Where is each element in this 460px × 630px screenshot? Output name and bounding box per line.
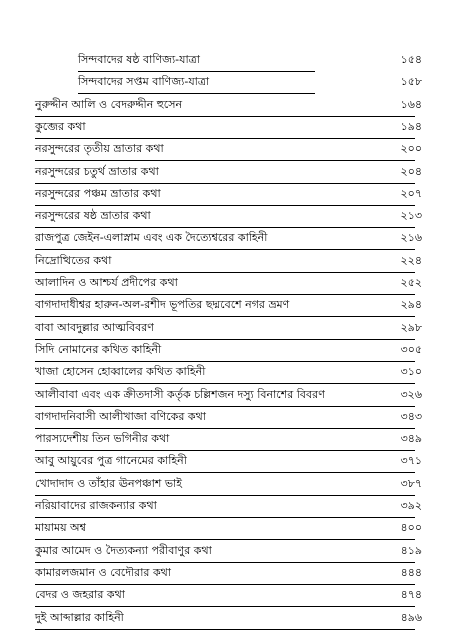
toc-entry — [0, 273, 460, 295]
toc-entry — [0, 608, 460, 630]
toc-entry-title: আলাদিন ও আশ্চর্য প্রদীপের কথা — [35, 276, 178, 289]
toc-entry-title: নিদ্রোত্থিতের কথা — [35, 253, 112, 267]
toc-entry — [0, 407, 460, 429]
toc-entry — [0, 251, 460, 273]
toc-entry-title: কুমার আমেদ ও দৈত্যকন্যা পরীবাণুর কথা — [35, 543, 212, 557]
toc-entry-title: পারস্যদেশীয় তিন ভগিনীর কথা — [35, 432, 170, 446]
toc-entry-page-number: ৪৭৪ — [400, 588, 422, 602]
toc-entry — [0, 184, 460, 206]
toc-entry-page-number: ৩৪৯ — [400, 432, 422, 446]
toc-entry-title: কামারলজমান ও বেদৌরার কথা — [35, 565, 171, 579]
toc-entry — [0, 162, 460, 184]
toc-entry — [0, 563, 460, 585]
toc-entry-title: মায়াময় অশ্ব — [35, 521, 86, 535]
toc-entry-title: সিন্দবাদের ষষ্ঠ বাণিজ্য-যাত্রা — [78, 53, 200, 66]
toc-entry-page-number: ১৫৪ — [400, 53, 422, 66]
toc-entry-title: নরসুন্দরের চতুর্থ ভ্রাতার কথা — [35, 164, 159, 178]
toc-entry — [0, 206, 460, 228]
toc-entry-page-number: ৪৯৬ — [400, 610, 422, 624]
toc-entry-title: বাবা আবদুল্লার আত্মবিবরণ — [35, 320, 154, 334]
toc-entry-page-number: ২৫২ — [400, 276, 422, 289]
toc-entry-title: আলীবাবা এবং এক ক্রীতদাসী কর্তৃক চল্লিশজন দস্যু বিনাশের বিবরণ — [35, 387, 325, 401]
toc-entry — [0, 474, 460, 496]
toc-entry — [0, 117, 460, 139]
toc-entry — [0, 340, 460, 362]
toc-entry-title: খোদাদাদ ও তাঁহার ঊনপঞ্চাশ ভাই — [35, 476, 182, 490]
toc-entry-title: কুব্জের কথা — [35, 119, 86, 133]
toc-entry-title: বেদর ও জহরার কথা — [35, 588, 125, 602]
toc-entry — [0, 541, 460, 563]
toc-entry — [0, 139, 460, 161]
toc-entry-page-number: ২১৬ — [400, 231, 422, 245]
toc-entry — [0, 451, 460, 473]
toc-entry-title: আবু আয়ুবের পুত্র গানেমের কাহিনী — [35, 454, 187, 468]
toc-entry-title: নরসুন্দরের তৃতীয় ভ্রাতার কথা — [35, 142, 164, 156]
toc-entry-page-number: ৩৯২ — [400, 499, 422, 512]
toc-entry-page-number: ২০৭ — [400, 186, 422, 200]
toc-entry-title: বাগদাদাধীশ্বর হারুন-অল-রশীদ ভূপতির ছদ্মবেশে নগর ভ্রমণ — [35, 298, 290, 312]
toc-entry-page-number: ৩৮৭ — [400, 476, 422, 490]
toc-entry — [0, 50, 460, 72]
toc-entry — [0, 585, 460, 607]
toc-entry — [0, 95, 460, 117]
toc-entry — [0, 496, 460, 518]
toc-entry-page-number: ৩১০ — [400, 365, 422, 379]
toc-entry-page-number: ১৬৪ — [400, 97, 422, 111]
toc-entry — [0, 318, 460, 340]
toc-entry-page-number: ২১৩ — [400, 209, 422, 223]
toc-entry-page-number: ১৫৮ — [400, 75, 422, 89]
toc-entry-title: নরিয়াবাদের রাজকন্যার কথা — [35, 499, 157, 512]
toc-entry-page-number: ২৯৪ — [400, 298, 422, 312]
toc-entry-page-number: ৩২৬ — [400, 387, 422, 401]
toc-entry-page-number: ৪১৯ — [400, 543, 422, 557]
toc-entry — [0, 295, 460, 317]
toc-entry-page-number: ৩৪৩ — [400, 409, 422, 423]
toc-entry — [0, 72, 460, 94]
toc-entry-title: নরসুন্দরের ষষ্ঠ ভ্রাতার কথা — [35, 209, 151, 223]
toc-entry-title: খাজা হোসেন হোব্বালের কথিত কাহিনী — [35, 365, 206, 379]
toc-entry — [0, 362, 460, 384]
toc-entry-underline — [35, 629, 415, 630]
toc-entry-title: দুই আব্দাল্লার কাহিনী — [35, 610, 124, 624]
toc-entry-page-number: ২০০ — [400, 142, 422, 156]
toc-entry — [0, 429, 460, 451]
toc-entry-title: নুরুদ্দীন আলি ও বেদরুদ্দীন হুসেন — [35, 97, 183, 111]
toc-entry-page-number: ২০৪ — [400, 164, 422, 178]
toc-entry-page-number: ৪০০ — [400, 521, 422, 535]
toc-entry-page-number: ২৯৮ — [400, 320, 422, 334]
toc-entry-page-number: ৪৪৪ — [400, 565, 422, 579]
toc-entry-page-number: ৩০৫ — [400, 342, 422, 356]
toc-entry-title: রাজপুত্র জেইন-এলাস্নাম এবং এক দৈত্যেশ্বরের কাহিনী — [35, 231, 268, 245]
toc-entry-title: সিদি নোমানের কথিত কাহিনী — [35, 342, 162, 356]
toc-entry-title: সিন্দবাদের সপ্তম বাণিজ্য-যাত্রা — [78, 75, 210, 89]
toc-entry — [0, 228, 460, 250]
toc-entry-page-number: ১৯৪ — [400, 119, 422, 133]
toc-entry-title: নরসুন্দরের পঞ্চম ভ্রাতার কথা — [35, 186, 161, 200]
toc-entry — [0, 518, 460, 540]
toc-entry — [0, 385, 460, 407]
toc-entry-title: বাগদাদনিবাসী আলীখাজা বণিকের কথা — [35, 409, 206, 423]
toc-entry-page-number: ২২৪ — [400, 253, 422, 267]
toc-entry-page-number: ৩৭১ — [400, 454, 422, 468]
